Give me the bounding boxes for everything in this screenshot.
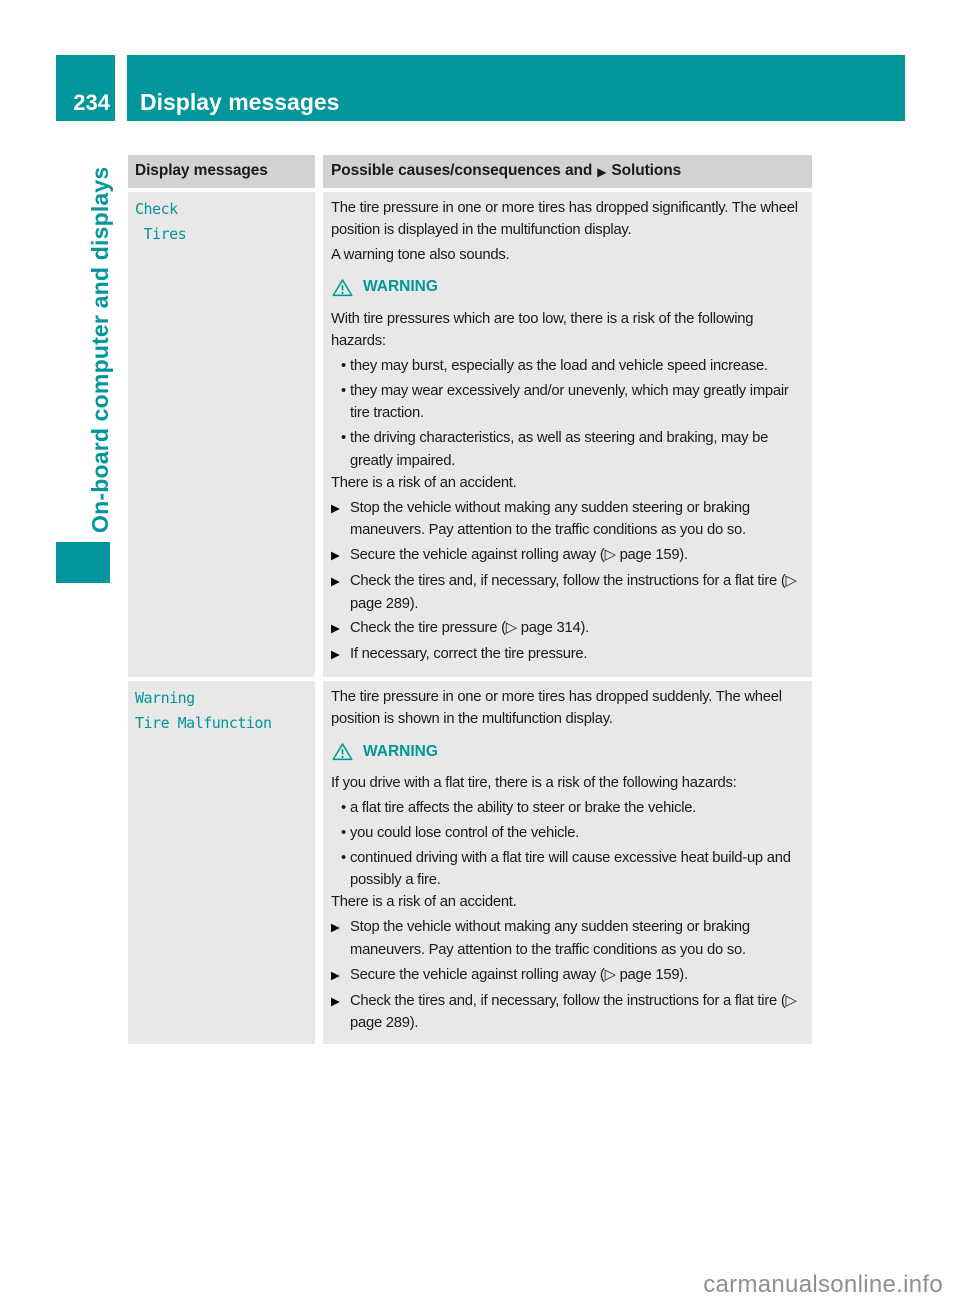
solution-item <box>331 990 804 1035</box>
col-header-solutions-label: Solutions <box>611 162 682 180</box>
display-messages-table <box>128 155 812 1044</box>
hazard-bullet-text: a flat tire affects the ability to steer or brake the vehicle. <box>350 799 697 816</box>
solution-text: Stop the vehicle without making any sudden steering or braking maneuvers. Pay attention to the traffic conditions as you do so. <box>350 499 750 539</box>
solution-text: Secure the vehicle against rolling away (▷ page 159). <box>350 547 688 564</box>
chapter-header-bar <box>127 55 905 121</box>
solution-arrow-icon: ▶ <box>331 922 340 935</box>
page-title: Display messages <box>140 89 340 115</box>
bullet-icon: • <box>341 849 346 866</box>
warning-label: WARNING <box>363 742 438 760</box>
display-message-text: Tire Malfunction <box>135 713 272 732</box>
warning-heading <box>332 276 804 298</box>
bullet-icon: • <box>341 430 346 447</box>
display-message-cell <box>128 192 315 677</box>
sidebar-chapter-label: On-board computer and displays <box>87 166 113 533</box>
hazard-bullet-item <box>341 380 804 425</box>
solution-item <box>331 570 804 615</box>
solution-arrow-icon: ▶ <box>331 576 340 589</box>
display-message-text: Check <box>135 200 178 218</box>
hazard-bullet-text: the driving characteristics, as well as steering and braking, may be greatly impaired. <box>350 430 769 469</box>
solution-arrow-icon: ▶ <box>331 623 340 636</box>
hazard-bullet-text: they may burst, especially as the load and vehicle speed increase. <box>350 357 768 374</box>
warning-heading <box>332 741 804 763</box>
causes-paragraph: If you drive with a flat tire, there is a risk of the following hazards: <box>331 774 737 791</box>
hazard-bullet-item <box>341 797 804 819</box>
bullet-icon: • <box>341 824 346 841</box>
hazard-bullet-text: they may wear excessively and/or unevenly, which may greatly impair tire traction. <box>350 382 789 422</box>
display-message-text: Tires <box>135 225 187 243</box>
col-header-display-messages <box>128 155 315 188</box>
solution-item <box>331 544 804 567</box>
causes-paragraph: The tire pressure in one or more tires has dropped suddenly. The wheel position is shown in the multifunction display. <box>331 688 782 728</box>
warning-label: WARNING <box>363 278 438 296</box>
watermark: carmanualsonline.info <box>703 1271 943 1298</box>
warning-triangle-icon <box>332 742 353 761</box>
hazard-bullet-item <box>341 355 804 377</box>
solution-text: Secure the vehicle against rolling away (▷ page 159). <box>350 966 688 983</box>
display-message-cell <box>128 681 315 1045</box>
solution-arrow-icon: ▶ <box>331 502 340 515</box>
col-header-label: Display messages <box>135 162 268 180</box>
solution-text: Stop the vehicle without making any sudden steering or braking maneuvers. Pay attention to the traffic conditions as you do so. <box>350 919 750 958</box>
sidebar-tab-marker <box>56 542 110 583</box>
causes-paragraph: The tire pressure in one or more tires has dropped significantly. The wheel position is displayed in the multifunction display. <box>331 200 798 239</box>
solution-item <box>331 964 804 987</box>
page-number-block <box>56 55 115 121</box>
hazard-bullet-text: continued driving with a flat tire will cause excessive heat build-up and possibly a fire. <box>350 849 791 889</box>
bullet-icon: • <box>341 799 346 816</box>
hazard-bullet-item <box>341 847 804 892</box>
solutions-arrow-icon: ▶ <box>597 164 607 179</box>
solution-item <box>331 497 804 542</box>
causes-solutions-cell <box>323 681 812 1045</box>
solution-item <box>331 916 804 961</box>
page-number: 234 <box>73 90 110 115</box>
display-message-text: Warning <box>135 688 195 707</box>
causes-paragraph: There is a risk of an accident. <box>331 894 517 911</box>
causes-solutions-cell <box>323 192 812 677</box>
hazard-bullet-item <box>341 822 804 844</box>
solution-item <box>331 617 804 640</box>
causes-paragraph: A warning tone also sounds. <box>331 246 510 263</box>
col-header-causes-label: Possible causes/consequences and <box>331 162 593 180</box>
bullet-icon: • <box>341 382 346 399</box>
hazard-bullet-text: you could lose control of the vehicle. <box>350 824 580 841</box>
solution-item <box>331 643 804 666</box>
solution-arrow-icon: ▶ <box>331 995 340 1008</box>
solution-text: Check the tires and, if necessary, follow the instructions for a flat tire (▷ page 289). <box>350 992 797 1031</box>
causes-paragraph: There is a risk of an accident. <box>331 474 517 491</box>
solution-text: Check the tire pressure (▷ page 314). <box>350 620 590 637</box>
solution-text: If necessary, correct the tire pressure. <box>350 646 588 663</box>
solution-arrow-icon: ▶ <box>331 969 340 982</box>
solution-arrow-icon: ▶ <box>331 649 340 662</box>
solution-arrow-icon: ▶ <box>331 550 340 563</box>
col-header-causes-solutions <box>323 155 812 188</box>
hazard-bullet-item <box>341 427 804 472</box>
causes-paragraph: With tire pressures which are too low, there is a risk of the following hazards: <box>331 310 754 350</box>
warning-triangle-icon <box>332 278 353 297</box>
solution-text: Check the tires and, if necessary, follow the instructions for a flat tire (▷ page 289). <box>350 573 797 612</box>
bullet-icon: • <box>341 357 346 374</box>
